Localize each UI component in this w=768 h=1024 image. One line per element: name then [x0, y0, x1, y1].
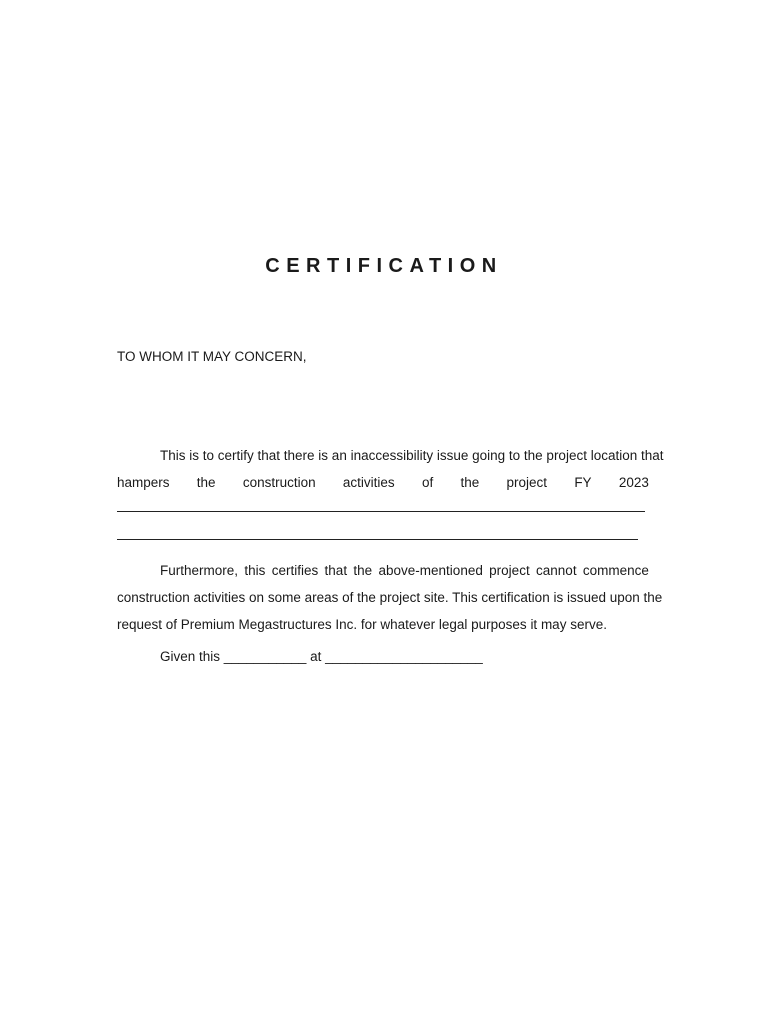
- paragraph-furthermore-line-3: request of Premium Megastructures Inc. for whatever legal purposes it may serve.: [117, 617, 607, 632]
- paragraph-certify-line-2: [117, 469, 649, 496]
- word: construction: [242, 475, 316, 490]
- blank-fill-line-2: [117, 539, 638, 540]
- word: above-mentioned: [378, 563, 483, 578]
- word: hampers: [117, 475, 170, 490]
- word: the: [460, 475, 480, 490]
- paragraph-furthermore: [117, 557, 663, 638]
- paragraph-furthermore-line-1: [117, 557, 649, 584]
- word: cannot: [536, 563, 577, 578]
- given-this-line: Given this ___________ at _____________________: [160, 649, 483, 664]
- word: of: [421, 475, 434, 490]
- blank-fill-line-1: [117, 511, 645, 512]
- word: certifies: [271, 563, 319, 578]
- word: Furthermore,: [160, 563, 239, 578]
- word: 2023: [618, 475, 649, 490]
- paragraph-certify: [117, 442, 664, 496]
- document-title: CERTIFICATION: [265, 255, 503, 277]
- word: this: [244, 563, 266, 578]
- word: that: [324, 563, 348, 578]
- word: activities: [342, 475, 395, 490]
- paragraph-certify-line-1: This is to certify that there is an inaccessibility issue going to the project location that: [160, 448, 664, 463]
- word: the: [196, 475, 216, 490]
- word: commence: [582, 563, 649, 578]
- word: project: [506, 475, 548, 490]
- salutation: TO WHOM IT MAY CONCERN,: [117, 349, 307, 364]
- word: project: [489, 563, 530, 578]
- paragraph-furthermore-line-2: construction activities on some areas of the project site. This certification is issued upon the: [117, 590, 663, 605]
- word: FY: [574, 475, 592, 490]
- word: the: [353, 563, 373, 578]
